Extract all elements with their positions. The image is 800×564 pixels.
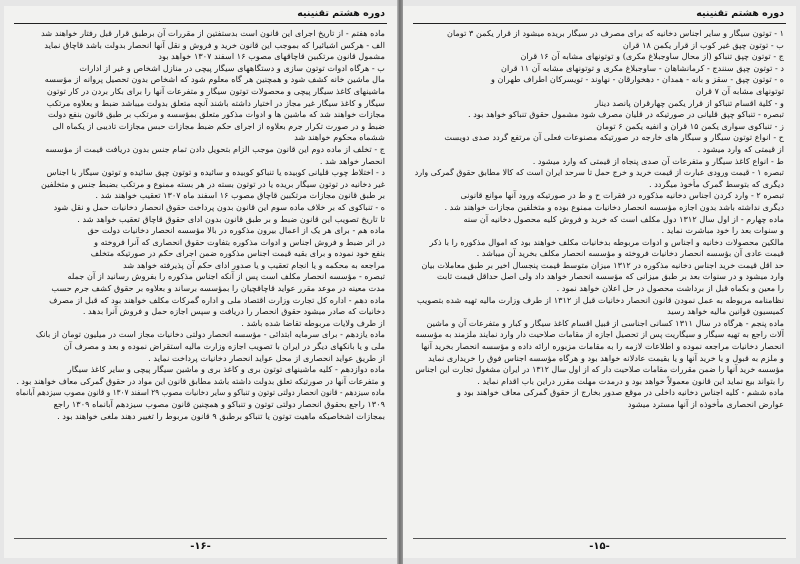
left-page-body (16, 28, 385, 536)
left-page (4, 6, 397, 558)
text-line: ز - تنباکوی سواری یکمن ۱۵ قران و انفیه یکمن ۶ تومان (596, 120, 784, 131)
text-line: تبصره - مؤسسه انحصار مکلف است پس از آنکه اجناس مذکوره را بفروش رسانید از آن جمله (67, 271, 385, 282)
left-page-header (14, 6, 387, 24)
text-line: را معین و بکماه قبل از برداشت محصول در حل اعلان خواهد نمود . (556, 283, 784, 294)
text-line: د - اختلاط چوب قلیانی کوبیده یا تنباکو کوبیده و سائیده و توتون چپق سائیده و توتون سیگار با اجناس (46, 167, 385, 178)
right-page-body (415, 28, 784, 536)
text-line: ه - توتون چپق - سقز و بانه - همدان - دهخوارقان - نهاوند - تویسرکان اطراف طهران و (490, 74, 784, 85)
text-line: غیر دخانیه در توتون سیگار بریده یا در توتون بسته در هر بسته ممنوع و مرتکب بضبط جنس و متخلفین (40, 178, 385, 189)
text-line: مشمول قانون مرتکبین قاچاقهای مصوب ۱۶ اسفند ۱۳۰۷ خواهد بود (158, 51, 385, 62)
left-page-footer-rule (14, 538, 387, 539)
left-page-number: -۱۶- (190, 541, 211, 552)
text-line: ج - توتون چپق تنباکو (از محال ساوجبلاغ مکری) و توتونهای مشابه آن ۱۶ قران (520, 51, 784, 62)
text-line: ماده چهارم - از اول سال ۱۳۱۲ دول مکلف است که خرید و فروش کلیه محصول دخانیه آن سنه (463, 213, 784, 224)
text-line: مؤسسه خرید آنها را ضمن مقررات مقامات صلاحیت دار که از اول سال ۱۳۱۲ در ایران مشغول تجارت این اجناس (415, 364, 784, 375)
text-line: از قیمتی که وارد میشود . (697, 143, 784, 154)
text-line: تبصره ۱ - قیمت ورودی عبارت از قیمت خرید و خرج حمل تا سرحد ایران است که کالا مطابق حقوق گمرکی وارد (415, 167, 784, 178)
text-line: ماده سیزدهم - قانون انحصار دولتی توتون و تنباکو و سایر دخانیات مصوب ۲۹ اسفند ۱۳۰۷ و قانون مصوب سیزدهم آبانماه (16, 387, 385, 398)
text-line: ملی و یا بانکهای دیگر در ایران با تصویب اجازه وزارت مالیه استقراض نموده و بعد و مصرف آن (63, 341, 385, 352)
text-line: ج - تخلف از ماده دوم این قانون موجب الزام بتحویل دادن تمام جنس بدون دریافت قیمت از مؤسسه (45, 143, 385, 154)
text-line: وارد میشود و در سنوات بعد بر طبق میزانی که مؤسسه انحصار خواهد داد ولی اصل حداقل قیمت ثابت (437, 271, 784, 282)
text-line: آلات راجع به تهیه سیگار و سیگاریت پس از تحصیل اجازه از مقامات صلاحیت دار وارد نمایند ملزمند به مؤسسه (415, 329, 784, 340)
text-line: را بتواند بیع نماید این قانون معمولاً خواهد بود و درمدت مهلت مقرر دراین باب اقدام نماید . (477, 375, 784, 386)
text-line: ماده ششم - کلیه اجناس دخانیه داخلی در موقع صدور بخارج از حقوق گمرکی معاف خواهند بود و (457, 387, 784, 398)
left-header-title: دوره هشتم تقنینیه (297, 8, 385, 19)
text-line: مجازات خواهند شد که ماشین ها و ادوات مذکور متعلق بمؤسسه و مرتکب بر طبق قانون بنفع دولت (47, 109, 385, 120)
text-line: انحصار خواهد شد . (319, 155, 385, 166)
right-header-title: دوره هشتم تقنینیه (696, 8, 784, 19)
text-line: ۱۳۰۹ راجع بحقوق انحصار دولتی توتون و تنباکو و همچنین قانون مصوب سیزدهم آبانماه ۱۳۰۹ راجع (53, 399, 385, 409)
text-line: انحصار دخانیات مراجعه نموده و اطلاعات لازمه را به مقامات مزبوره ارائه داده و مؤسسه انحصار بخرید آنها (421, 341, 784, 352)
text-line: دخانیات که صادر میشود حقوق انحصار را دریافت و سپس اجازه حمل و فروش آنرا بدهد . (82, 306, 385, 317)
text-line: ششماه محکوم خواهند شد (294, 132, 385, 143)
text-line: و سنوات بعد را خود مباشرت نماید . (661, 225, 784, 236)
text-line: دیگری نداشته باشد بدون اجازه مؤسسه انحصار دخانیات ممنوع بوده و متخلفین مجازات خواهند شد . (444, 201, 784, 212)
text-line: ط - انواع کاغذ سیگار و متفرعات آن صدی پنجاه از قیمتی که وارد میشود . (532, 155, 784, 166)
text-line: توتونهای مشابه آن ۷ قران (695, 85, 784, 96)
text-line: تبصره ۲ - وارد کردن اجناس دخانیه مذکوره در فقرات ح و ط در صورتیکه ورود آنها موانع قانونی (460, 190, 784, 201)
text-line: عوارض انحصاری مأخوذه از آنها مسترد میشود (627, 399, 784, 409)
text-line: ۱ - توتون سیگار و سایر اجناس دخانیه که برای مصرف در سیگار بریده میشود از قرار یکمن ۳ تومان (446, 28, 784, 38)
text-line: قیمت عادی آن بؤسسه انحصار دخانیات فروخته و مؤسسه انحصار مکلف بخرید آن میباشد . (476, 248, 784, 259)
text-line: و متفرعات آنها در صورتیکه تعلق بدولت داشته باشد مطابق قانون این مواد در حقوق گمرکی معاف خواهند بود . (16, 375, 385, 386)
right-page-footer-rule (413, 538, 786, 539)
text-line: بر طبق قانون مجازات مرتکبین قاچاق مصوب ۱۶ اسفند ماه ۱۳۰۷ تعقیب خواهند شد . (95, 190, 385, 201)
text-line: از طرف ولایات مربوطه تقاضا شده باشد . (241, 317, 385, 328)
text-line: ماده پنجم - هرگاه در سال ۱۳۱۱ کسانی اجناسی از قبیل اقسام کاغذ سیگار و کبار و متفرعات آن و ماشین (426, 317, 784, 328)
text-line: از طریق عواید انحصاری از محل عواید انحصار دخانیات پرداخت نماید . (148, 352, 385, 363)
text-line: و - کلیة اقسام تنباکو از قرار یکمن چهارقران پانصد دینار (594, 97, 784, 108)
text-line: د - توتون چپق سنندج - کرمانشاهان - ساوجبلاغ مکری و توتونهای مشابه آن ۱۱ قران (501, 62, 784, 73)
text-line: حد اقل قیمت خرید اجناس دخانیه مذکوره در ۱۳۱۲ میزان متوسط قیمت پنجسال اخیر بر طبق معاملات بیان (421, 259, 784, 270)
text-line: دیگری که بتوسط گمرک مأخوذ میگردد . (649, 178, 784, 189)
text-line: نظامنامه مربوطه به عمل نمودن قانون انحصار دخانیات قبل از ۱۳۱۲ از طرف وزارت مالیه تهیه شده بتصویب (416, 294, 784, 305)
text-line: سیگار و کاغذ سیگار غیر مجاز در اختیار داشته باشند آنچه متعلق بدولت میباشد ضبط و بعلاوه مرتکب (46, 97, 385, 108)
text-line: الف - هرکس اشیائیرا که بموجب این قانون خرید و فروش و نقل آنها انحصار بدولت باشد قاچاق نماید (44, 39, 385, 50)
right-page-header (413, 6, 786, 24)
text-line: مال ماشین خانه کشف شود و همچنین هر گاه معلوم شود که اشخاص بدون تحصیل پروانه از مؤسسه (44, 74, 385, 85)
text-line: مراجعه به محکمه و یا انجام تعقیب و یا صدور ادای حکم آن پذیرفته خواهد شد (123, 259, 385, 270)
text-line: مالکین محصولات دخانیه و اجناس و ادوات مربوطه بدخانیات مکلف خواهند بود که اموال مذکوره را با ذکر (429, 236, 784, 247)
text-line: ضبط و در صورت تکرار جرم بعلاوه از اجرای حکم ضبط مجازات حبس مجازات تادیبی از یکماه الی (52, 120, 385, 131)
text-line: کمیسیون قوانین مالیه خواهد رسید (667, 306, 784, 317)
text-line: ماده دهم - اداره کل تجارت وزارت اقتصاد ملی و اداره گمرکات مکلف خواهند بود که قبل از مصرف (49, 294, 385, 305)
text-line: بنفع خود نموده و برای بقیه قیمت اجناس مذکوره ضمن اجرای حکم در صورتیکه متخلف (90, 248, 385, 259)
text-line: ه - تنباکوی که بر خلاف ماده سوم این قانون بدون پرداخت حقوق انحصار دخانیات حمل و نقل شود (53, 201, 385, 212)
text-line: مدت معینه در موعد مقرر عواید قاچاقچیان را بمؤسسه برساند و بعلاوه بر حقوق کشف جرم حسب (51, 283, 385, 294)
text-line: ماده یازدهم - برای سرمایه ابتدائی - مؤسسه انحصار دولتی دخانیات مجاز است در میلیون تومان از بانک (35, 329, 385, 340)
right-page (403, 6, 796, 558)
text-line: بمجازات اشخاصیکه ماهیت توتون یا تنباکو برطبق ۹ قانون مربوط را تغییر دهند ملغی خواهند بود . (57, 410, 385, 421)
text-line: ب - توتون چپق غیر کوب از قرار یکمن ۱۸ قران (622, 39, 784, 50)
text-line: ماشینهای کاغذ سیگار پیچی و محصولات توتون سیگار و متفرعات آنها را برای بکار بردن در کار توتون (46, 85, 385, 96)
text-line: در اثر ضبط و فروش اجناس و ادوات مذکوره بتفاوت حقوق انحصاری که آنرا فروخته و (94, 236, 385, 247)
text-line: ماده هفتم - از تاریخ اجرای این قانون است بدستفتین از مقررات آن برطبق قرار قبل رفتار خواهند شد (41, 28, 385, 38)
text-line: تا تاریخ تصویب این قانون ضبط و بر طبق قانون بدون ادای حقوق قاچاق تعقیب خواهد شد . (77, 213, 385, 224)
text-line: ح - انواع توتون سیگار و سیگار های خارجه در صورتیکه مصنوعات فعلی آن مرتفع گردد صدی دویست (444, 132, 784, 143)
text-line: ماده دوازدهم - کلیه ماشینهای توتون بری و کاغذ بری و ماشین سیگار پیچی و سایر کاغذ سیگار (67, 364, 385, 375)
right-page-number: -۱۵- (589, 541, 610, 552)
text-line: تبصره - تنباکو چپق قلیانی در صورتیکه در قلیان مصرف شود مشمول حقوق تنباکو خواهد بود . (468, 109, 784, 120)
text-line: ب - هرگاه ادوات توتون سازی و دستگاههای سیگار پیچی در منازل اشخاص و غیر از ادارات (79, 62, 385, 73)
text-line: و ملزم به قبول و یا خرید آنها و یا بقیمت عادلانه خواهد بود و هرگاه مؤسسه اجناس فوق را خریداری نماید (428, 352, 784, 363)
text-line: ماده هم - برای هر یک از اعمال بیرون مذکوره در بالا مؤسسه انحصار دخانیات دولت حق (87, 225, 385, 236)
